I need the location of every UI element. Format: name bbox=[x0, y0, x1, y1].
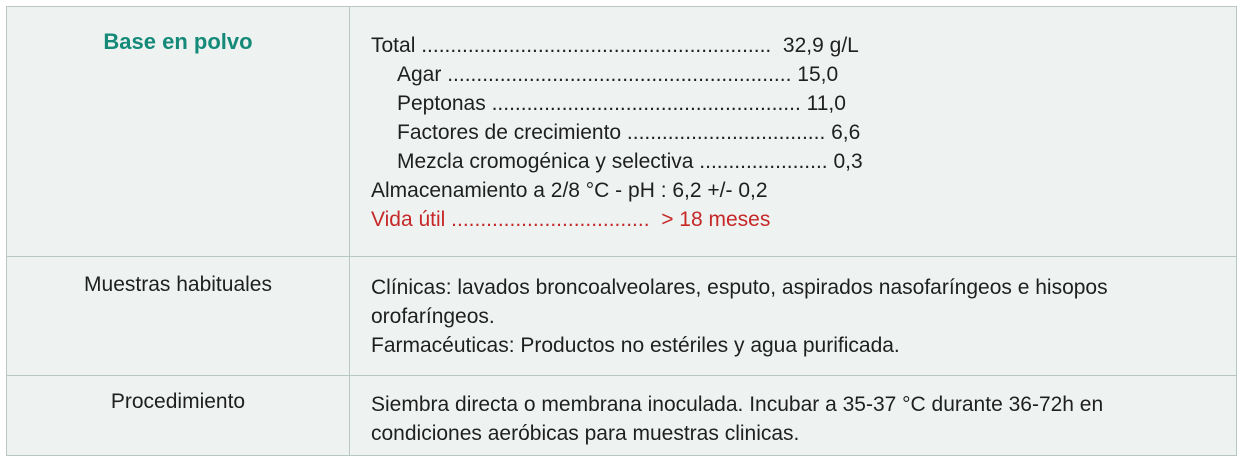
spec-table bbox=[6, 6, 1237, 456]
row-base-en-polvo bbox=[7, 7, 1236, 255]
storage-info: Almacenamiento a 2/8 °C - pH : 6,2 +/- 0,2 bbox=[371, 179, 768, 202]
muestras-farmaceuticas: Farmacéuticas: Productos no estériles y agua purificada. bbox=[371, 334, 900, 357]
procedimiento-text: Siembra directa o membrana inoculada. Incubar a 35-37 °C durante 36-72h en condiciones aeróbicas para muestras clinicas. bbox=[371, 393, 1104, 445]
row-label-base: Base en polvo bbox=[103, 29, 253, 54]
composition-total: Total ............................................................ 32,9 g/L bbox=[371, 34, 859, 57]
muestras-clinicas: Clínicas: lavados broncoalveolares, esputo, aspirados nasofaríngeos e hisopos orofaríngeos. bbox=[371, 276, 1108, 328]
composition-list bbox=[371, 31, 1216, 234]
muestras-content bbox=[371, 273, 1216, 360]
row-label-procedimiento: Procedimiento bbox=[110, 390, 246, 413]
composition-peptonas: Peptonas ..................................................... 11,0 bbox=[397, 92, 846, 115]
procedimiento-content bbox=[371, 390, 1216, 448]
composition-factores: Factores de crecimiento .................................. 6,6 bbox=[397, 121, 861, 144]
composition-agar: Agar ........................................................... 15,0 bbox=[397, 63, 839, 86]
shelf-life: Vida útil .................................. > 18 meses bbox=[371, 208, 771, 231]
column-divider bbox=[349, 7, 350, 455]
row-muestras-habituales bbox=[7, 256, 1236, 375]
row-label-muestras: Muestras habituales bbox=[84, 273, 272, 296]
composition-mezcla: Mezcla cromogénica y selectiva ...................... 0,3 bbox=[397, 150, 863, 173]
row-procedimiento bbox=[7, 375, 1236, 457]
